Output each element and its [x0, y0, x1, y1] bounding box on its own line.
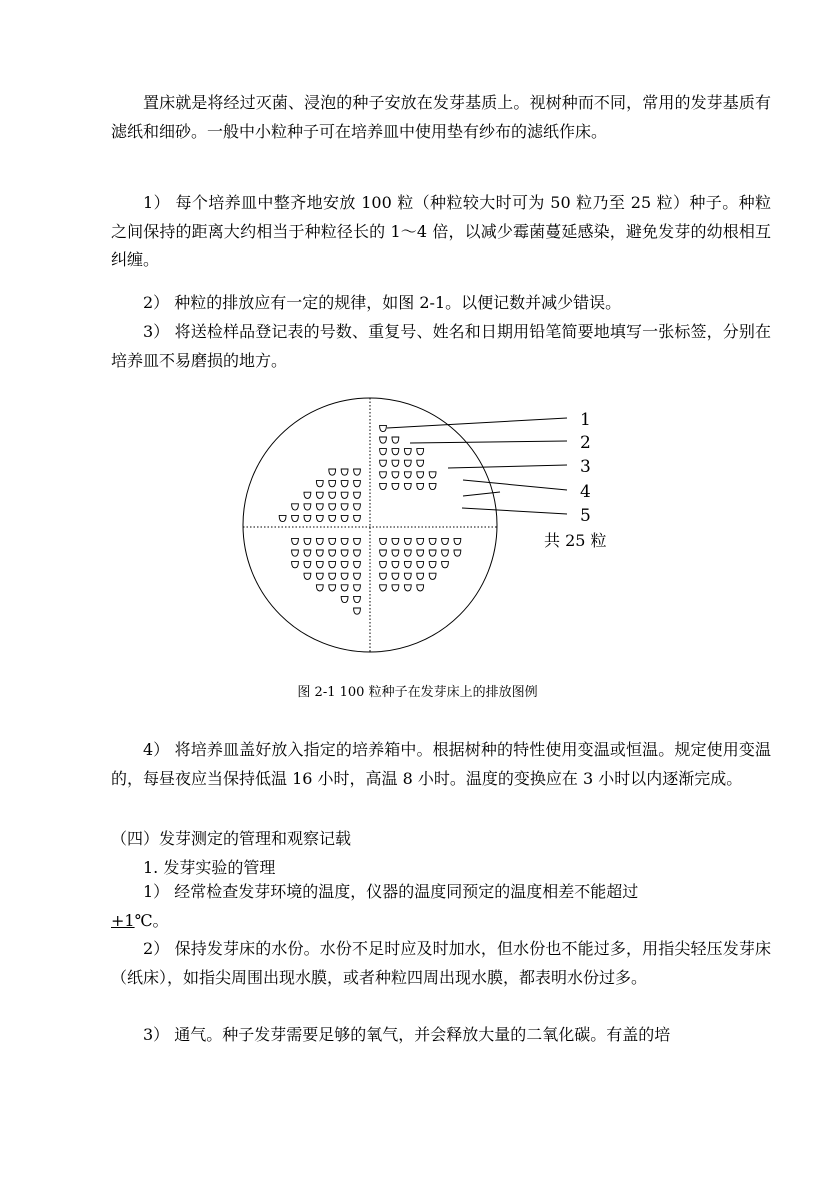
seed-mark [354, 469, 361, 475]
seed-mark [341, 481, 348, 487]
seed-mark [341, 515, 348, 521]
label-2: 2 [580, 433, 591, 453]
section-heading: （四）发芽测定的管理和观察记载 [111, 829, 352, 848]
seed-mark [404, 562, 411, 568]
seed-mark [329, 550, 336, 556]
seed-mark [341, 469, 348, 475]
seed-mark [354, 481, 361, 487]
seed-mark [341, 550, 348, 556]
seed-mark [316, 481, 323, 487]
seed-mark [380, 425, 387, 431]
seed-mark [417, 449, 424, 455]
seed-mark [392, 460, 399, 466]
temperature-check-text: 1） 经常检查发芽环境的温度，仪器的温度同预定的温度相差不能超过 [143, 882, 639, 901]
seed-mark [304, 515, 311, 521]
seed-mark [304, 562, 311, 568]
seed-mark [354, 515, 361, 521]
seed-mark [392, 538, 399, 544]
seed-mark [454, 550, 461, 556]
seed-mark [354, 492, 361, 498]
seed-mark [417, 585, 424, 591]
seed-mark [292, 538, 299, 544]
seed-mark [404, 483, 411, 489]
plus-minus-value: +1 [111, 910, 135, 930]
seed-mark [442, 562, 449, 568]
subsection-heading: 1. 发芽实验的管理 [143, 858, 276, 877]
seed-mark [392, 472, 399, 478]
seed-mark [380, 483, 387, 489]
seed-mark [341, 538, 348, 544]
seed-mark [329, 504, 336, 510]
seed-mark [341, 585, 348, 591]
seed-mark [380, 538, 387, 544]
seed-mark [292, 562, 299, 568]
seed-mark [329, 469, 336, 475]
paragraph-seed-bed-intro: 置床就是将经过灭菌、浸泡的种子安放在发芽基质上。视树种而不同，常用的发芽基质有滤纸和细砂。一般中小粒种子可在培养皿中使用垫有纱布的滤纸作床。 [111, 93, 771, 141]
seed-mark [354, 550, 361, 556]
seed-mark [354, 585, 361, 591]
seed-mark [316, 515, 323, 521]
seed-mark [316, 504, 323, 510]
seed-mark [354, 504, 361, 510]
seed-mark [404, 449, 411, 455]
seed-mark [404, 550, 411, 556]
paragraph-temperature-check [111, 878, 771, 935]
seed-mark [454, 538, 461, 544]
seed-mark [404, 585, 411, 591]
seed-mark [417, 573, 424, 579]
label-total: 共 25 粒 [544, 531, 607, 550]
label-3: 3 [580, 457, 591, 477]
paragraph-step-4: 4） 将培养皿盖好放入指定的培养箱中。根据树种的特性使用变温或恒温。规定使用变温的，每昼夜应当保持低温 16 小时，高温 8 小时。温度的变换应在 3 小时以内逐渐完成。 [111, 740, 771, 788]
seed-mark [392, 585, 399, 591]
seed-mark [341, 492, 348, 498]
seed-mark [329, 515, 336, 521]
seed-group [279, 425, 461, 614]
seed-mark [316, 538, 323, 544]
seed-mark [329, 573, 336, 579]
seed-mark [279, 515, 286, 521]
seed-mark [292, 515, 299, 521]
seed-mark [354, 608, 361, 614]
seed-mark [429, 562, 436, 568]
seed-mark [316, 585, 323, 591]
seed-mark [292, 504, 299, 510]
seed-mark [417, 550, 424, 556]
seed-mark [316, 573, 323, 579]
seed-mark [341, 504, 348, 510]
seed-mark [304, 492, 311, 498]
seed-mark [354, 562, 361, 568]
paragraph-moisture: 2） 保持发芽床的水份。水份不足时应及时加水，但水份也不能过多，用指尖轻压发芽床（纸床），如指尖周围出现水膜，或者种粒四周出现水膜，都表明水份过多。 [111, 939, 771, 987]
seed-mark [392, 550, 399, 556]
seed-mark [404, 460, 411, 466]
seed-mark [329, 481, 336, 487]
seed-mark [404, 573, 411, 579]
seed-mark [442, 538, 449, 544]
seed-mark [354, 596, 361, 602]
paragraph-step-1: 1） 每个培养皿中整齐地安放 100 粒（种粒较大时可为 50 粒乃至 25 粒）种子。种粒之间保持的距离大约相当于种粒径长的 1～4 倍，以减少霉菌蔓延感染，避免发芽的幼根相互纠缠。 [111, 193, 771, 269]
label-1: 1 [580, 410, 591, 430]
temperature-unit: ℃。 [134, 910, 169, 930]
seed-mark [429, 550, 436, 556]
figure-caption: 图 2-1 100 粒种子在发芽床上的排放图例 [297, 685, 538, 700]
seed-mark [341, 573, 348, 579]
seed-mark [417, 472, 424, 478]
seed-mark [380, 562, 387, 568]
seed-mark [392, 449, 399, 455]
seed-mark [380, 437, 387, 443]
seed-mark [354, 538, 361, 544]
seed-mark [380, 585, 387, 591]
seed-mark [380, 550, 387, 556]
seed-mark [417, 483, 424, 489]
seed-mark [429, 538, 436, 544]
seed-mark [429, 472, 436, 478]
seed-mark [417, 460, 424, 466]
seed-mark [392, 437, 399, 443]
seed-mark [429, 483, 436, 489]
seed-mark [392, 562, 399, 568]
seed-mark [404, 538, 411, 544]
seed-mark [329, 585, 336, 591]
seed-mark [341, 562, 348, 568]
label-5: 5 [580, 506, 591, 526]
seed-mark [304, 504, 311, 510]
seed-mark [304, 550, 311, 556]
seed-mark [316, 550, 323, 556]
seed-mark [304, 573, 311, 579]
seed-mark [417, 538, 424, 544]
seed-mark [316, 492, 323, 498]
seed-mark [341, 596, 348, 602]
label-4: 4 [580, 482, 591, 502]
seed-mark [316, 562, 323, 568]
seed-mark [329, 562, 336, 568]
paragraph-step-3: 3） 将送检样品登记表的号数、重复号、姓名和日期用铅笔简要地填写一张标签，分别在培养皿不易磨损的地方。 [111, 322, 771, 370]
seed-mark [380, 573, 387, 579]
paragraph-aeration: 3） 通气。种子发芽需要足够的氧气，并会释放大量的二氧化碳。有盖的培 [143, 1025, 671, 1044]
seed-mark [292, 550, 299, 556]
seed-mark [329, 492, 336, 498]
seed-mark [380, 449, 387, 455]
seed-mark [442, 550, 449, 556]
seed-mark [329, 538, 336, 544]
seed-mark [380, 472, 387, 478]
seed-mark [392, 483, 399, 489]
pointer-lines [387, 418, 567, 514]
seed-mark [304, 538, 311, 544]
seed-mark [417, 562, 424, 568]
seed-mark [429, 573, 436, 579]
seed-mark [380, 460, 387, 466]
paragraph-step-2: 2） 种粒的排放应有一定的规律，如图 2-1。以便记数并减少错误。 [143, 293, 622, 312]
seed-mark [392, 573, 399, 579]
seed-mark [354, 573, 361, 579]
seed-mark [404, 472, 411, 478]
